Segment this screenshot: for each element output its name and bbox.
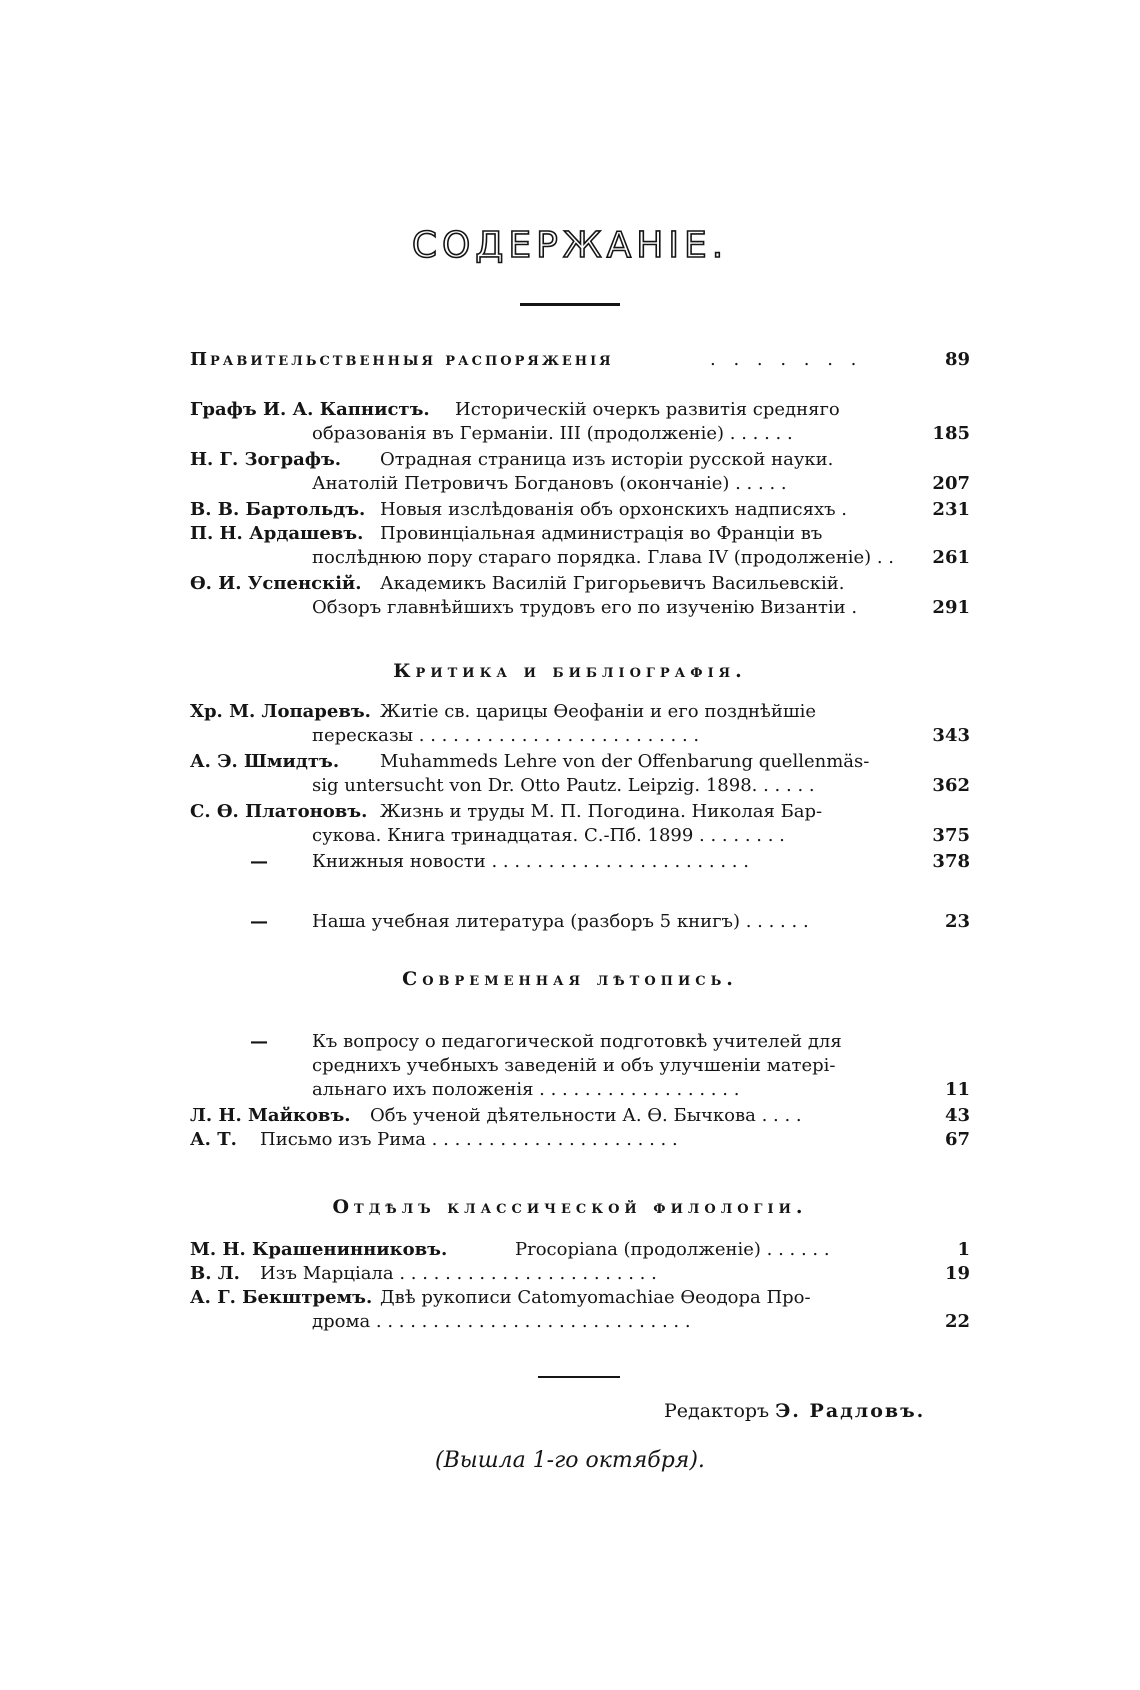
section-gov-label: Правительственныя распоряженія — [190, 349, 614, 370]
entry-author: А. Э. Шмидтъ. — [190, 751, 340, 772]
entry-title-line: Житіе св. царицы Ѳеофаніи и его позднѣйшіе — [380, 701, 817, 722]
entry-title-line: дрома . . . . . . . . . . . . . . . . . . . . . . . . . . . . — [312, 1311, 691, 1332]
entry-title-line: Новыя изслѣдованія объ орхонскихъ надписяхъ . — [380, 499, 848, 520]
entry-dash: — — [250, 851, 268, 872]
page-number: 362 — [932, 775, 970, 796]
editor-line — [664, 1400, 925, 1422]
entry-author: Графъ И. А. Капнистъ. — [190, 399, 430, 420]
toc-entry — [190, 800, 970, 848]
entry-title-line: Письмо изъ Рима . . . . . . . . . . . . . . . . . . . . . . — [260, 1129, 678, 1150]
entry-author: Ѳ. И. Успенскій. — [190, 573, 362, 594]
page-number: 291 — [932, 597, 970, 618]
entry-title-line: Изъ Марціала . . . . . . . . . . . . . . . . . . . . . . . — [260, 1263, 657, 1284]
toc-entry — [190, 1030, 970, 1102]
entry-title-line: Procopiana (продолженіе) . . . . . . — [515, 1239, 830, 1260]
bottom-divider — [538, 1376, 620, 1378]
entry-title-line: Объ ученой дѣятельности А. Ѳ. Бычкова . . . . — [370, 1105, 802, 1126]
toc-entry — [190, 398, 970, 446]
toc-entry — [190, 522, 970, 570]
editor-label: Редакторъ — [664, 1400, 770, 1422]
entry-title-line: Отрадная страница изъ исторіи русской науки. — [380, 449, 834, 470]
entry-title-line: Книжныя новости . . . . . . . . . . . . . . . . . . . . . . . — [312, 851, 749, 872]
toc-entry — [190, 750, 970, 798]
title-divider — [520, 303, 620, 306]
page-number: 22 — [944, 1311, 970, 1332]
entry-author: Н. Г. Зографъ. — [190, 449, 342, 470]
entry-author: М. Н. Крашенинниковъ. — [190, 1239, 448, 1260]
editor-name: Э. Радловъ. — [775, 1400, 926, 1422]
entry-author: Хр. М. Лопаревъ. — [190, 701, 371, 722]
section-chronicle-heading: Современная лѣтопись. — [402, 968, 738, 990]
entry-title-line: sig untersucht von Dr. Otto Pautz. Leipzig. 1898. . . . . . — [312, 775, 815, 796]
page-number: 375 — [932, 825, 970, 846]
page-number: 207 — [932, 473, 970, 494]
entry-title-line: Къ вопросу о педагогической подготовкѣ учителей для — [312, 1031, 842, 1052]
page-number: 23 — [944, 911, 970, 932]
entry-title-line: Анатолій Петровичъ Богдановъ (окончаніе) . . . . . — [312, 473, 787, 494]
entry-title-line: среднихъ учебныхъ заведеній и объ улучшеніи матері- — [312, 1055, 836, 1076]
page-number: 185 — [932, 423, 970, 444]
leader-dots: . . . . . . . — [710, 349, 863, 370]
entry-dash: — — [250, 1031, 268, 1052]
page-number: 1 — [957, 1239, 970, 1260]
page-number: 343 — [932, 725, 970, 746]
entry-title-line: послѣднюю пору стараго порядка. Глава IV (продолженіе) . . — [312, 547, 895, 568]
page-number: 261 — [932, 547, 970, 568]
entry-author: А. Г. Бекштремъ. — [190, 1287, 373, 1308]
section-critique-heading: Критика и библіографія. — [393, 660, 747, 682]
entry-author: С. Ѳ. Платоновъ. — [190, 801, 368, 822]
toc-entry — [190, 700, 970, 748]
entry-dash: — — [250, 911, 268, 932]
entry-author: В. В. Бартольдъ. — [190, 499, 366, 520]
entry-author: В. Л. — [190, 1263, 240, 1284]
page-number: 67 — [944, 1129, 970, 1150]
entry-author: А. Т. — [190, 1129, 237, 1150]
entry-title-line: сукова. Книга тринадцатая. С.-Пб. 1899 . . . . . . . . — [312, 825, 785, 846]
page-title: СОДЕРЖАНІЕ. — [411, 225, 729, 266]
page-number: 43 — [944, 1105, 970, 1126]
page-number: 19 — [944, 1263, 970, 1284]
page-number: 89 — [944, 349, 970, 370]
page-number: 11 — [944, 1079, 970, 1100]
entry-title-line: Наша учебная литература (разборъ 5 книгъ) . . . . . . — [312, 911, 809, 932]
page-number: 231 — [932, 499, 970, 520]
entry-title-line: Обзоръ главнѣйшихъ трудовъ его по изученію Византіи . — [312, 597, 858, 618]
entry-author: П. Н. Ардашевъ. — [190, 523, 364, 544]
entry-title-line: Академикъ Василій Григорьевичъ Васильевскій. — [380, 573, 845, 594]
entry-title-line: пересказы . . . . . . . . . . . . . . . . . . . . . . . . . — [312, 725, 700, 746]
entry-title-line: Жизнь и труды М. П. Погодина. Николая Бар- — [380, 801, 823, 822]
entry-title-line: Muhammeds Lehre von der Offenbarung quellenmäs- — [380, 751, 870, 772]
issue-date: (Вышла 1-го октября). — [435, 1448, 705, 1473]
entry-title-line: Провинціальная администрація во Франціи въ — [380, 523, 823, 544]
toc-entry — [190, 1286, 970, 1334]
section-classics-heading: Отдѣлъ классической филологіи. — [332, 1196, 808, 1218]
toc-entry — [190, 448, 970, 496]
entry-title-line: образованія въ Германіи. III (продолженіе) . . . . . . — [312, 423, 793, 444]
entry-title-line: альнаго ихъ положенія . . . . . . . . . . . . . . . . . . — [312, 1079, 740, 1100]
entry-title-line: Историческій очеркъ развитія средняго — [455, 399, 840, 420]
entry-title-line: Двѣ рукописи Catomyomachiae Ѳеодора Про- — [380, 1287, 811, 1308]
entry-author: Л. Н. Майковъ. — [190, 1105, 351, 1126]
page-number: 378 — [932, 851, 970, 872]
toc-entry — [190, 572, 970, 620]
